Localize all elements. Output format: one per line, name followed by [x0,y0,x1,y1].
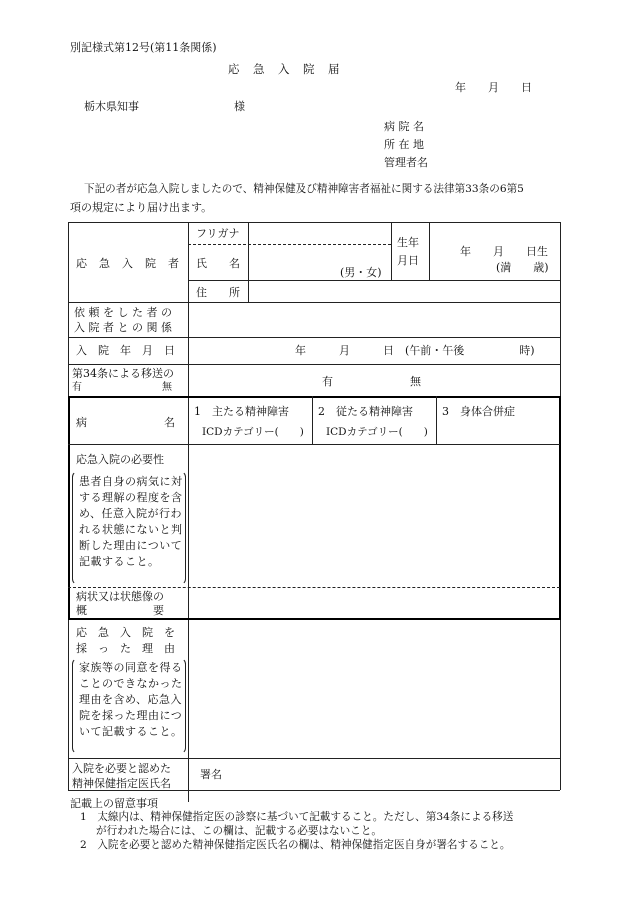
address-label: 住 所 [196,286,240,299]
birth-label-2: 月日 [397,254,419,267]
age-field: (満 歳) [496,261,549,274]
disease-label: 病 名 [76,416,175,429]
condition-label-1: 病状又は状態像の [76,590,164,603]
intro-line-1: 下記の者が応急入院しましたので、精神保健及び精神障害者福祉に関する法律第33条の6第5 [84,183,524,195]
patient-label: 応 急 入 院 者 [76,257,180,270]
transfer-label-1: 第34条による移送の [72,367,174,380]
necessity-note: 患者自身の病気に対する理解の程度を含め、任意入院が行われる状態にないと判断した理由について記載すること。 [79,475,183,568]
hospital-name-label: 病 院 名 [384,120,424,133]
reason-label-1: 応 急 入 院 を [76,626,175,639]
requester-label-2: 入 院 者 と の 関 係 [74,321,172,334]
disease-physical: 3 身体合併症 [442,405,515,418]
honorific: 様 [234,100,245,113]
admission-date-label: 入 院 年 月 日 [76,344,175,357]
sex-field: (男・女) [340,266,382,279]
signature-label: 署名 [200,768,222,781]
icd-main-field: ICDカテゴリー( ) [202,426,304,438]
notes-heading: 記載上の留意事項 [70,797,158,810]
manager-name-label: 管理者名 [384,156,428,169]
name-label: 氏 名 [196,257,240,270]
birth-label-1: 生年 [397,236,419,249]
note-2: 2 入院を必要と認めた精神保健指定医氏名の欄は、精神保健指定医自身が署名すること。 [80,839,511,851]
submission-date: 年 月 日 [455,81,532,94]
note-1-line-2: が行われた場合には、この欄は、記載する必要はないこと。 [96,825,383,837]
disease-main: 1 主たる精神障害 [194,405,289,418]
reason-note: 家族等の同意を得ることのできなかった理由を含め、応急入院を採った理由について記載すること。 [79,661,183,738]
transfer-label-2: 有 無 [72,382,172,393]
doctor-label-1: 入院を必要と認めた [72,762,171,775]
reason-label-2: 採 っ た 理 由 [76,642,175,655]
furigana-label: フリガナ [196,227,240,240]
doctor-label-2: 精神保健指定医氏名 [72,777,171,790]
transfer-field: 有 無 [322,375,421,388]
form-number: 別記様式第12号(第11条関係) [70,41,217,54]
birth-date-field: 年 月 日生 [460,245,548,258]
condition-label-2: 概 要 [76,604,164,617]
form-title: 応 急 入 院 届 [228,62,341,76]
icd-sub-field: ICDカテゴリー( ) [326,426,428,438]
requester-label-1: 依 頼 を し た 者 の [74,306,172,319]
note-1-line-1: 1 太線内は、精神保健指定医の診察に基づいて記載すること。ただし、第34条による移送 [80,811,514,823]
admission-date-field: 年 月 日 (午前・午後 時) [295,344,535,357]
necessity-label: 応急入院の必要性 [76,453,164,466]
disease-sub: 2 従たる精神障害 [318,405,413,418]
addressee: 栃木県知事 [84,100,139,113]
hospital-address-label: 所 在 地 [384,138,424,151]
intro-line-2: 項の規定により届け出ます。 [70,201,213,214]
